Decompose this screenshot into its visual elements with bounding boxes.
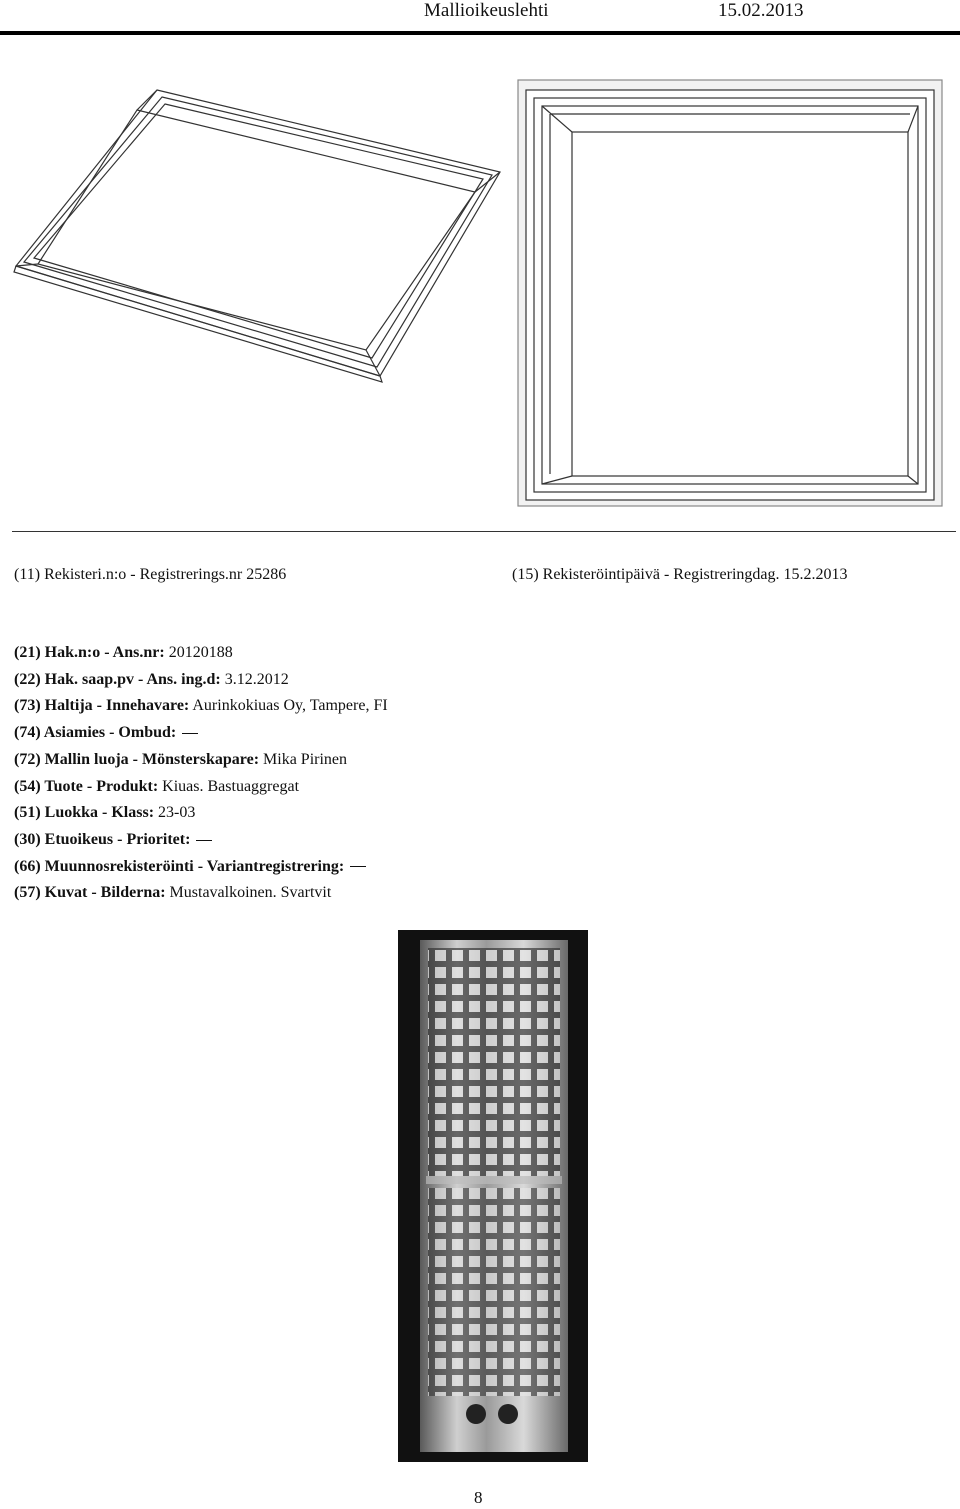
design-drawing-perspective (10, 80, 510, 385)
field-application-number (14, 640, 388, 667)
field-label: (73) Haltija - Innehavare: (14, 697, 190, 715)
journal-title: Mallioikeuslehti (424, 0, 549, 21)
field-label: (30) Etuoikeus - Prioritet: (14, 830, 191, 848)
field-value: Mika Pirinen (263, 750, 348, 768)
page-number: 8 (474, 1488, 483, 1507)
header-rule (0, 31, 960, 35)
empty-value-dash (182, 733, 198, 734)
empty-value-dash (196, 840, 212, 841)
field-label: (51) Luokka - Klass: (14, 804, 155, 822)
field-label: (22) Hak. saap.pv - Ans. ing.d: (14, 670, 221, 688)
field-label: (57) Kuvat - Bilderna: (14, 884, 166, 902)
field-filing-date (14, 667, 388, 694)
field-label: (66) Muunnosrekisteröinti - Variantregistrering: (14, 857, 345, 875)
field-value: 20120188 (168, 644, 233, 661)
registration-number: (11) Rekisteri.n:o - Registrerings.nr 25286 (14, 566, 287, 583)
field-variant-registration (14, 854, 388, 881)
field-value: 3.12.2012 (224, 670, 289, 688)
page-header (0, 0, 960, 34)
field-value: Aurinkokiuas Oy, Tampere, FI (192, 697, 388, 715)
field-value: Mustavalkoinen. Svartvit (169, 884, 332, 902)
field-label: (72) Mallin luoja - Mönsterskapare: (14, 750, 260, 768)
field-priority (14, 827, 388, 854)
bibliographic-fields (14, 640, 388, 907)
field-value: 23-03 (158, 804, 196, 822)
section-separator (12, 531, 956, 532)
field-label: (74) Asiamies - Ombud: (14, 724, 177, 742)
issue-date: 15.02.2013 (718, 0, 804, 21)
field-class (14, 800, 388, 827)
field-label: (54) Tuote - Produkt: (14, 777, 159, 795)
field-label: (21) Hak.n:o - Ans.nr: (14, 644, 165, 661)
field-holder (14, 693, 388, 720)
registration-date: (15) Rekisteröintipäivä - Registreringdag. 15.2.2013 (512, 566, 848, 583)
field-designer (14, 747, 388, 774)
design-photo-sauna-heater (398, 930, 588, 1462)
field-images (14, 880, 388, 907)
design-drawing-top-view (516, 78, 944, 508)
empty-value-dash (350, 866, 366, 867)
field-agent (14, 720, 388, 747)
field-value: Kiuas. Bastuaggregat (162, 777, 300, 795)
field-product (14, 774, 388, 801)
